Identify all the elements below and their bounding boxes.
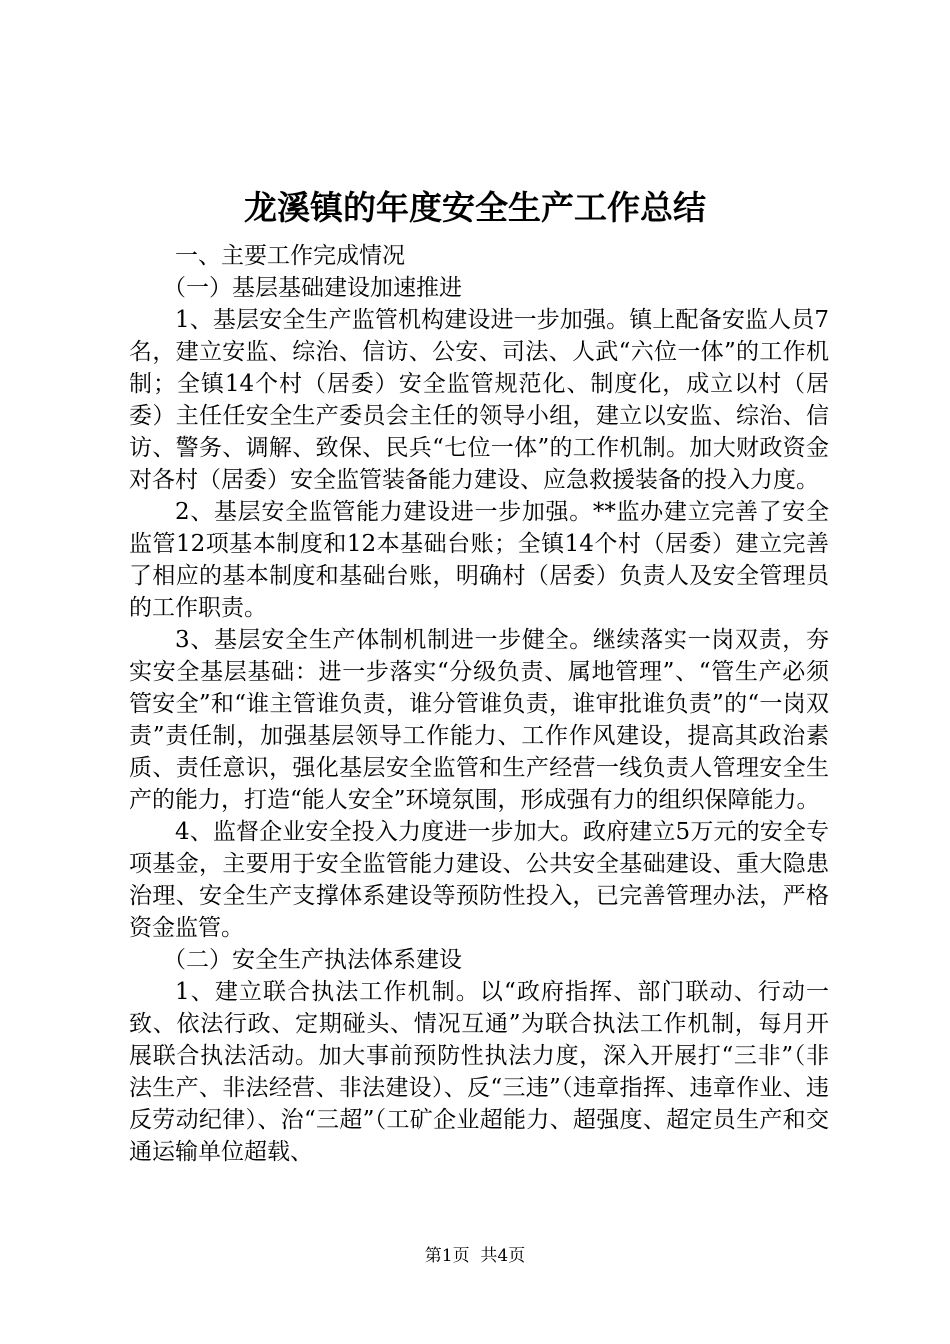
subsection-heading: （一）基层基础建设加速推进 bbox=[163, 275, 462, 301]
paragraph: 4、监督企业安全投入力度进一步加大。政府建立5万元的安全专项基金，主要用于安全监管能力建设、公共安全基础建设、重大隐患治理、安全生产支撑体系建设等预防性投入，已完善管理办法，严格资金监管。 bbox=[129, 819, 829, 941]
page-footer bbox=[0, 1244, 950, 1268]
page-total: 共4页 bbox=[480, 1246, 526, 1266]
subsection-heading: （二）安全生产执法体系建设 bbox=[163, 947, 462, 973]
page-number: 第1页 bbox=[424, 1246, 470, 1266]
paragraph: 1、建立联合执法工作机制。以“政府指挥、部门联动、行动一致、依法行政、定期碰头、情况互通”为联合执法工作机制，每月开展联合执法活动。加大事前预防性执法力度，深入开展打“三非”（非法生产、非法经营、非法建设）、反“三违”（违章指挥、违章作业、违反劳动纪律）、治“三超”（工矿企业超能力、超强度、超定员生产和交通运输单位超载、 bbox=[129, 979, 829, 1165]
section-heading: 一、主要工作完成情况 bbox=[175, 243, 405, 269]
paragraph: 1、基层安全生产监管机构建设进一步加强。镇上配备安监人员7名，建立安监、综治、信访、公安、司法、人武“六位一体”的工作机制；全镇14个村（居委）安全监管规范化、制度化，成立以村（居委）主任任安全生产委员会主任的领导小组，建立以安监、综治、信访、警务、调解、致保、民兵“七位一体”的工作机制。加大财政资金对各村（居委）安全监管装备能力建设、应急救援装备的投入力度。 bbox=[129, 307, 829, 493]
paragraph: 3、基层安全生产体制机制进一步健全。继续落实一岗双责，夯实安全基层基础：进一步落实“分级负责、属地管理”、“管生产必须管安全”和“谁主管谁负责，谁分管谁负责，谁审批谁负责”的“一岗双责”责任制，加强基层领导工作能力、工作作风建设，提高其政治素质、责任意识，强化基层安全监管和生产经营一线负责人管理安全生产的能力，打造“能人安全”环境氛围，形成强有力的组织保障能力。 bbox=[129, 627, 829, 813]
document-body bbox=[129, 240, 829, 1168]
paragraph: 2、基层安全监管能力建设进一步加强。**监办建立完善了安全监管12项基本制度和12本基础台账；全镇14个村（居委）建立完善了相应的基本制度和基础台账，明确村（居委）负责人及安全管理员的工作职责。 bbox=[129, 499, 829, 621]
document-title: 龙溪镇的年度安全生产工作总结 bbox=[244, 188, 706, 227]
